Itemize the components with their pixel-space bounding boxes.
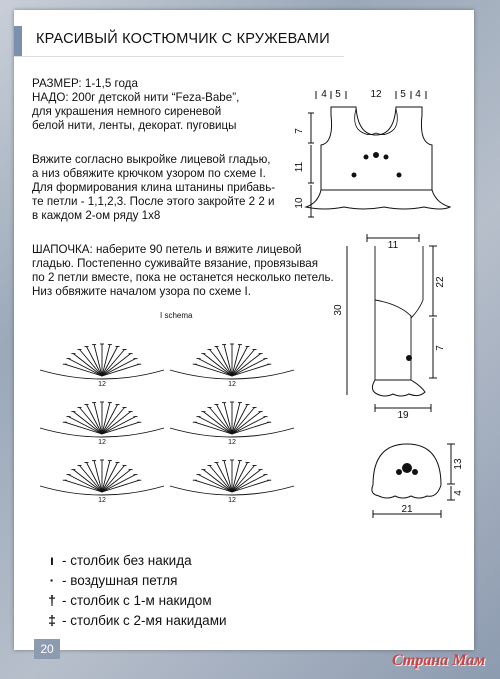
hat-pattern-diagram: [359, 430, 474, 530]
top-height-2: 11: [294, 161, 305, 173]
title-accent: [14, 26, 22, 56]
repeat-label: 12: [228, 439, 236, 446]
chain-stitch-symbol-icon: ·: [49, 572, 55, 588]
page-title: КРАСИВЫЙ КОСТЮМЧИК С КРУЖЕВАМИ: [36, 31, 330, 47]
pants-top-width: 11: [387, 240, 399, 251]
top-width-4: 5: [400, 89, 406, 100]
pants-bottom-width: 19: [397, 410, 409, 421]
size-text: РАЗМЕР: 1-1,5 года НАДО: 200г детской нити “Feza-Babe”, для украшения немного сиреневой белой нити, ленты, декорат. пуговицы: [32, 77, 240, 132]
legend-text: - воздушная петля: [62, 572, 178, 588]
legend-text: - столбик с 1-м накидом: [62, 592, 212, 608]
crochet-schema-diagram: [42, 308, 332, 528]
single-crochet-symbol-icon: ı: [50, 552, 54, 568]
repeat-label: 12: [228, 497, 236, 504]
schema-label: I schema: [160, 311, 193, 320]
pants-total-height: 30: [333, 304, 344, 316]
repeat-label: 12: [228, 381, 236, 388]
legend-item: [42, 590, 227, 610]
legend-text: - столбик без накида: [62, 552, 192, 568]
repeat-label: 12: [98, 381, 106, 388]
top-width-5: 4: [415, 89, 421, 100]
hat-height-1: 13: [453, 458, 464, 470]
page-number: 20: [34, 639, 60, 659]
top-height-1: 7: [294, 128, 305, 134]
top-height-3: 10: [294, 197, 305, 209]
legend-text: - столбик с 2-мя накидами: [62, 612, 227, 628]
legend-item: [42, 610, 227, 630]
legend-item: [42, 550, 227, 570]
hat-width: 21: [401, 504, 413, 515]
hat-height-2: 4: [453, 490, 464, 496]
knit-instructions-text: Вяжите согласно выкройке лицевой гладью, а низ обвяжите крючком узором по схеме I. Для формирования клина штанины прибавь- те петли - 1,1,2,3. После этого закройте 2 2 и в каждом 2-ом ряду 1х8: [32, 153, 276, 222]
treble-crochet-symbol-icon: ‡: [48, 612, 56, 628]
pants-height-1: 22: [435, 276, 446, 288]
top-pattern-diagram: [294, 85, 474, 220]
top-width-2: 5: [335, 89, 341, 100]
magazine-page: [14, 10, 474, 656]
repeat-label: 12: [98, 439, 106, 446]
symbol-legend: [42, 550, 227, 630]
double-crochet-symbol-icon: †: [48, 592, 56, 608]
legend-item: [42, 570, 227, 590]
pants-pattern-diagram: [333, 230, 474, 421]
repeat-label: 12: [98, 497, 106, 504]
pants-height-2: 7: [435, 345, 446, 351]
hat-instructions-text: ШАПОЧКА: наберите 90 петель и вяжите лицевой гладью. Постепенно суживайте вязание, провязывая по 2 петли вместе, пока не останется несколько петель. Низ обвяжите началом узора по схеме I.: [32, 243, 334, 298]
title-bar: [14, 26, 344, 57]
top-width-1: 4: [321, 89, 327, 100]
top-width-3: 12: [370, 89, 382, 100]
watermark-logo: Страна Мам: [392, 652, 486, 669]
